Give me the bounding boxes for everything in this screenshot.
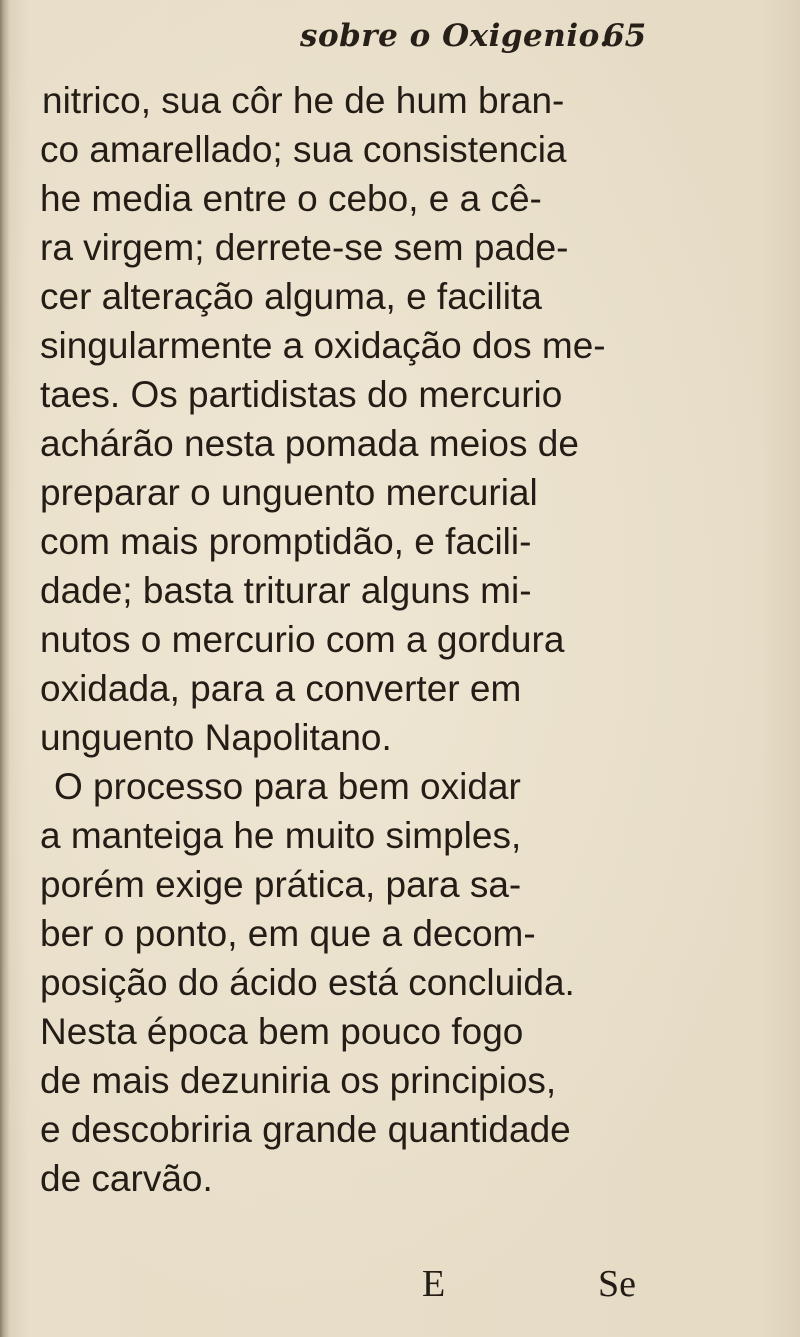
text-line: taes. Os partidistas do mercurio bbox=[40, 374, 563, 415]
text-line: achárão nesta pomada meios de bbox=[40, 423, 579, 464]
catchword-left: E bbox=[422, 1263, 446, 1305]
text-line: posição do ácido está concluida. bbox=[40, 962, 575, 1003]
page-binding-edge bbox=[0, 0, 10, 1337]
catchword-right: Se bbox=[598, 1263, 636, 1305]
text-line: singularmente a oxidação dos me- bbox=[40, 325, 606, 366]
text-line: nutos o mercurio com a gordura bbox=[40, 619, 565, 660]
page-header bbox=[0, 8, 800, 68]
text-line: a manteiga he muito simples, bbox=[40, 815, 522, 856]
paragraph-start-line: O processo para bem oxidar bbox=[54, 766, 521, 807]
page-number: 65 bbox=[603, 18, 647, 54]
body-text bbox=[40, 76, 760, 1203]
text-line: preparar o unguento mercurial bbox=[40, 472, 538, 513]
text-line: unguento Napolitano. bbox=[40, 717, 392, 758]
text-line: dade; basta triturar alguns mi- bbox=[40, 570, 532, 611]
text-line: ber o ponto, em que a decom- bbox=[40, 913, 536, 954]
text-line: nitrico, sua côr he de hum bran- bbox=[42, 80, 565, 121]
text-line: ra virgem; derrete-se sem pade- bbox=[40, 227, 569, 268]
text-line: de mais dezuniria os principios, bbox=[40, 1060, 557, 1101]
text-line: Nesta época bem pouco fogo bbox=[40, 1011, 524, 1052]
text-line: oxidada, para a converter em bbox=[40, 668, 522, 709]
text-line: cer alteração alguma, e facilita bbox=[40, 276, 542, 317]
text-line: he media entre o cebo, e a cê- bbox=[40, 178, 542, 219]
text-line: com mais promptidão, e facili- bbox=[40, 521, 532, 562]
text-line: e descobriria grande quantidade bbox=[40, 1109, 571, 1150]
running-title: sobre o Oxigenio. bbox=[300, 18, 611, 54]
page-footer bbox=[0, 1262, 800, 1312]
text-line: de carvão. bbox=[40, 1158, 213, 1199]
text-line: co amarellado; sua consistencia bbox=[40, 129, 567, 170]
text-line: porém exige prática, para sa- bbox=[40, 864, 522, 905]
